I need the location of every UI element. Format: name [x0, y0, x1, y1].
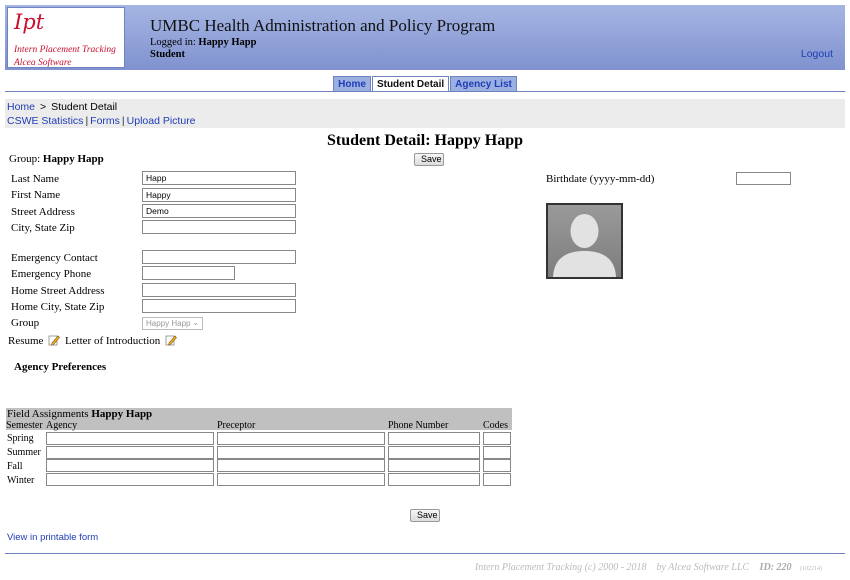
row-label-winter: Winter: [7, 475, 35, 486]
chevron-down-icon: ⌄: [192, 318, 199, 327]
fall-codes-field[interactable]: [483, 459, 511, 472]
breadcrumb-separator: >: [40, 101, 47, 113]
logged-in-user: Happy Happ: [198, 37, 257, 48]
tab-divider: [5, 91, 845, 92]
footer-build: (102214): [800, 566, 822, 572]
winter-agency-field[interactable]: [46, 473, 214, 486]
summer-preceptor-field[interactable]: [217, 446, 385, 459]
login-info: [150, 37, 257, 61]
column-codes: Codes: [483, 420, 508, 431]
student-photo: [546, 203, 623, 279]
breadcrumb: [7, 101, 117, 113]
field-assignments-student: Happy Happ: [91, 408, 153, 420]
group-select-value: Happy Happ: [146, 319, 191, 328]
winter-preceptor-field[interactable]: [217, 473, 385, 486]
last-name-label: Last Name: [11, 173, 59, 185]
emergency-phone-label: Emergency Phone: [11, 268, 92, 280]
logout-link[interactable]: Logout: [800, 48, 833, 60]
group-heading-value: Happy Happ: [42, 153, 104, 165]
sub-navigation: [7, 115, 196, 127]
save-button-top[interactable]: Save: [414, 153, 444, 166]
city-state-zip-label: City, State Zip: [11, 222, 75, 234]
group-heading-label: Group:: [9, 153, 41, 165]
home-street-field[interactable]: [142, 283, 296, 297]
emergency-contact-label: Emergency Contact: [11, 252, 98, 264]
footer-divider: [5, 553, 845, 554]
logo-company-name: Alcea Software: [14, 58, 72, 68]
column-semester: Semester: [6, 420, 43, 431]
first-name-field[interactable]: Happy: [142, 188, 296, 202]
spring-agency-field[interactable]: [46, 432, 214, 445]
app-logo: [7, 7, 125, 68]
tab-agency-list[interactable]: Agency List: [450, 76, 517, 92]
page-title: Student Detail: Happy Happ: [326, 132, 524, 149]
summer-codes-field[interactable]: [483, 446, 511, 459]
column-agency: Agency: [46, 420, 78, 431]
forms-link[interactable]: Forms: [90, 115, 120, 127]
spring-preceptor-field[interactable]: [217, 432, 385, 445]
user-role: Student: [150, 49, 186, 60]
emergency-phone-field[interactable]: [142, 266, 235, 280]
link-separator: |: [121, 115, 125, 127]
emergency-contact-field[interactable]: [142, 250, 296, 264]
field-assignments-label: Field Assignments: [7, 408, 89, 420]
breadcrumb-current: Student Detail: [51, 101, 118, 113]
fall-phone-field[interactable]: [388, 459, 480, 472]
street-address-label: Street Address: [11, 206, 75, 218]
resume-label: Resume: [8, 335, 44, 347]
winter-phone-field[interactable]: [388, 473, 480, 486]
app-title: UMBC Health Administration and Policy Program: [150, 16, 496, 35]
city-state-zip-field[interactable]: [142, 220, 296, 234]
documents-row: [8, 334, 179, 347]
footer: [475, 562, 822, 573]
avatar-placeholder-icon: [548, 205, 621, 277]
save-button-bottom[interactable]: Save: [410, 509, 440, 522]
footer-company: by Alcea Software LLC: [656, 562, 750, 573]
spring-codes-field[interactable]: [483, 432, 511, 445]
birthdate-field[interactable]: [736, 172, 791, 185]
letter-of-introduction-label: Letter of Introduction: [64, 335, 161, 347]
spring-phone-field[interactable]: [388, 432, 480, 445]
footer-copyright: Intern Placement Tracking (c) 2000 - 2018: [474, 562, 647, 573]
first-name-label: First Name: [11, 189, 61, 201]
cswe-statistics-link[interactable]: CSWE Statistics: [7, 115, 84, 127]
agency-preferences-heading: Agency Preferences: [14, 361, 107, 373]
fall-agency-field[interactable]: [46, 459, 214, 472]
upload-picture-link[interactable]: Upload Picture: [126, 115, 196, 127]
printable-form-link[interactable]: View in printable form: [7, 532, 99, 543]
fall-preceptor-field[interactable]: [217, 459, 385, 472]
home-street-label: Home Street Address: [11, 285, 105, 297]
row-label-fall: Fall: [7, 461, 23, 472]
group-label: Group: [11, 317, 40, 329]
last-name-field[interactable]: Happ: [142, 171, 296, 185]
breadcrumb-bar: [5, 99, 845, 128]
winter-codes-field[interactable]: [483, 473, 511, 486]
resume-edit-icon[interactable]: [48, 334, 60, 346]
footer-id: ID: 220: [759, 562, 792, 573]
logo-mark: Ipt: [14, 10, 45, 34]
street-address-field[interactable]: Demo: [142, 204, 296, 218]
column-preceptor: Preceptor: [217, 420, 256, 431]
home-city-field[interactable]: [142, 299, 296, 313]
summer-agency-field[interactable]: [46, 446, 214, 459]
app-header: [5, 5, 845, 70]
home-city-label: Home City, State Zip: [11, 301, 105, 313]
link-separator: |: [85, 115, 89, 127]
summer-phone-field[interactable]: [388, 446, 480, 459]
row-label-spring: Spring: [7, 433, 34, 444]
tab-student-detail[interactable]: Student Detail: [372, 76, 449, 92]
tab-home[interactable]: Home: [333, 76, 371, 92]
field-assignments-title: [7, 408, 152, 420]
birthdate-label: Birthdate (yyyy-mm-dd): [546, 173, 655, 185]
letter-edit-icon[interactable]: [165, 334, 177, 346]
breadcrumb-home[interactable]: Home: [7, 101, 36, 113]
logged-in-label: Logged in:: [150, 37, 196, 48]
group-select[interactable]: [142, 317, 203, 330]
row-label-summer: Summer: [7, 447, 41, 458]
field-assignments-header: [6, 408, 512, 430]
column-phone-number: Phone Number: [388, 420, 449, 431]
logo-product-name: Intern Placement Tracking: [14, 45, 116, 55]
group-heading: [9, 153, 104, 165]
